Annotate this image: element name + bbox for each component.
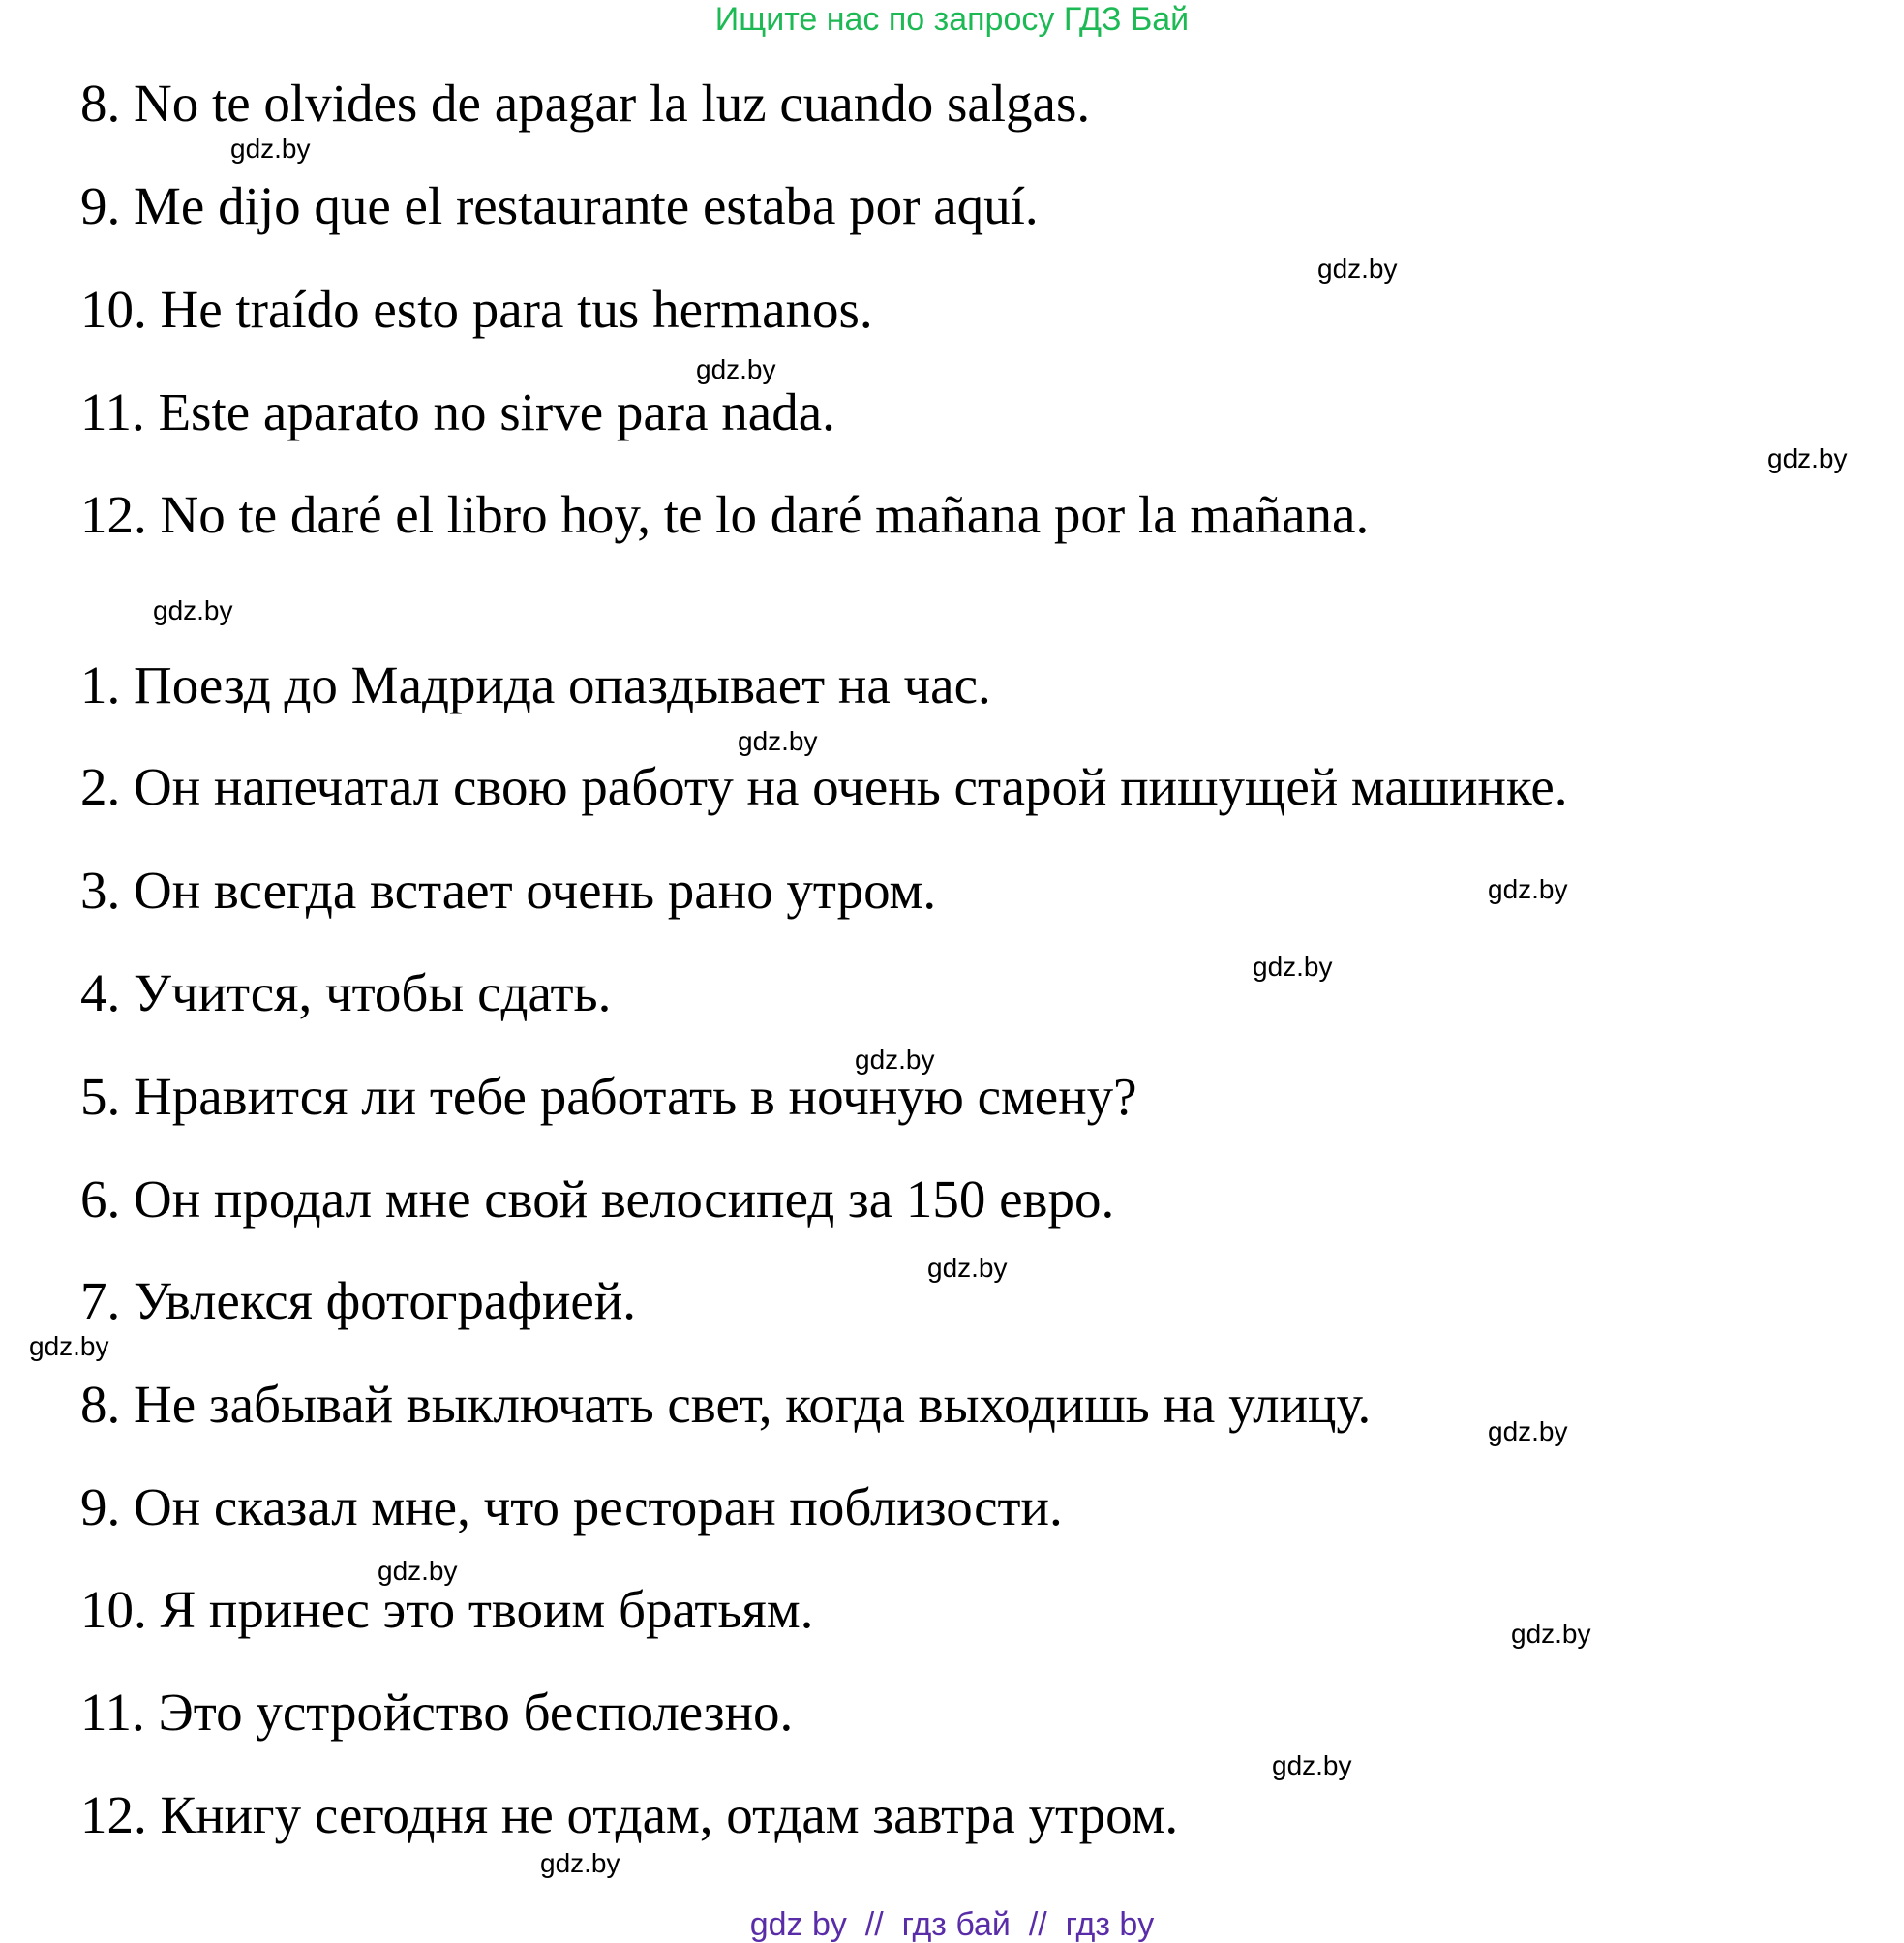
- russian-sentence-1: 1. Поезд до Мадрида опаздывает на час.: [80, 655, 991, 714]
- watermark: gdz.by: [1511, 1619, 1591, 1649]
- russian-sentence-11: 11. Это устройство бесполезно.: [80, 1683, 794, 1742]
- russian-sentence-8: 8. Не забывай выключать свет, когда выходишь на улицу.: [80, 1375, 1372, 1434]
- watermark: gdz.by: [738, 726, 818, 756]
- spanish-sentence-9: 9. Me dijo que el restaurante estaba por aquí.: [80, 176, 1039, 235]
- watermark: gdz.by: [29, 1331, 109, 1361]
- site-footer-links: gdz by // гдз бай // гдз by: [749, 1906, 1155, 1943]
- watermark: gdz.by: [696, 354, 776, 384]
- watermark: gdz.by: [1768, 443, 1848, 473]
- watermark: gdz.by: [1272, 1750, 1352, 1780]
- spanish-sentence-10: 10. He traído esto para tus hermanos.: [80, 280, 873, 339]
- russian-sentence-7: 7. Увлекся фотографией.: [80, 1271, 637, 1330]
- site-search-banner: Ищите нас по запросу ГДЗ Бай: [714, 1, 1190, 38]
- russian-sentence-9: 9. Он сказал мне, что ресторан поблизости.: [80, 1477, 1063, 1536]
- russian-sentence-4: 4. Учится, чтобы сдать.: [80, 963, 612, 1022]
- russian-sentence-12: 12. Книгу сегодня не отдам, отдам завтра утром.: [80, 1785, 1179, 1844]
- watermark: gdz.by: [153, 595, 233, 625]
- russian-sentence-5: 5. Нравится ли тебе работать в ночную смену?: [80, 1067, 1137, 1126]
- spanish-sentence-12: 12. No te daré el libro hoy, te lo daré mañana por la mañana.: [80, 485, 1370, 544]
- watermark: gdz.by: [1253, 952, 1333, 982]
- russian-sentence-10: 10. Я принес это твоим братьям.: [80, 1580, 814, 1639]
- russian-sentence-2: 2. Он напечатал свою работу на очень старой пишущей машинке.: [80, 757, 1568, 816]
- watermark: gdz.by: [1488, 1416, 1568, 1446]
- spanish-sentence-8: 8. No te olvides de apagar la luz cuando salgas.: [80, 74, 1091, 133]
- watermark: gdz.by: [378, 1556, 458, 1586]
- watermark: gdz.by: [230, 134, 311, 164]
- watermark: gdz.by: [927, 1253, 1008, 1283]
- spanish-sentence-11: 11. Este aparato no sirve para nada.: [80, 382, 835, 441]
- watermark: gdz.by: [855, 1045, 935, 1075]
- watermark: gdz.by: [540, 1848, 620, 1878]
- watermark: gdz.by: [1488, 874, 1568, 904]
- russian-sentence-3: 3. Он всегда встает очень рано утром.: [80, 861, 937, 920]
- watermark: gdz.by: [1317, 254, 1398, 284]
- russian-sentence-6: 6. Он продал мне свой велосипед за 150 евро.: [80, 1169, 1115, 1229]
